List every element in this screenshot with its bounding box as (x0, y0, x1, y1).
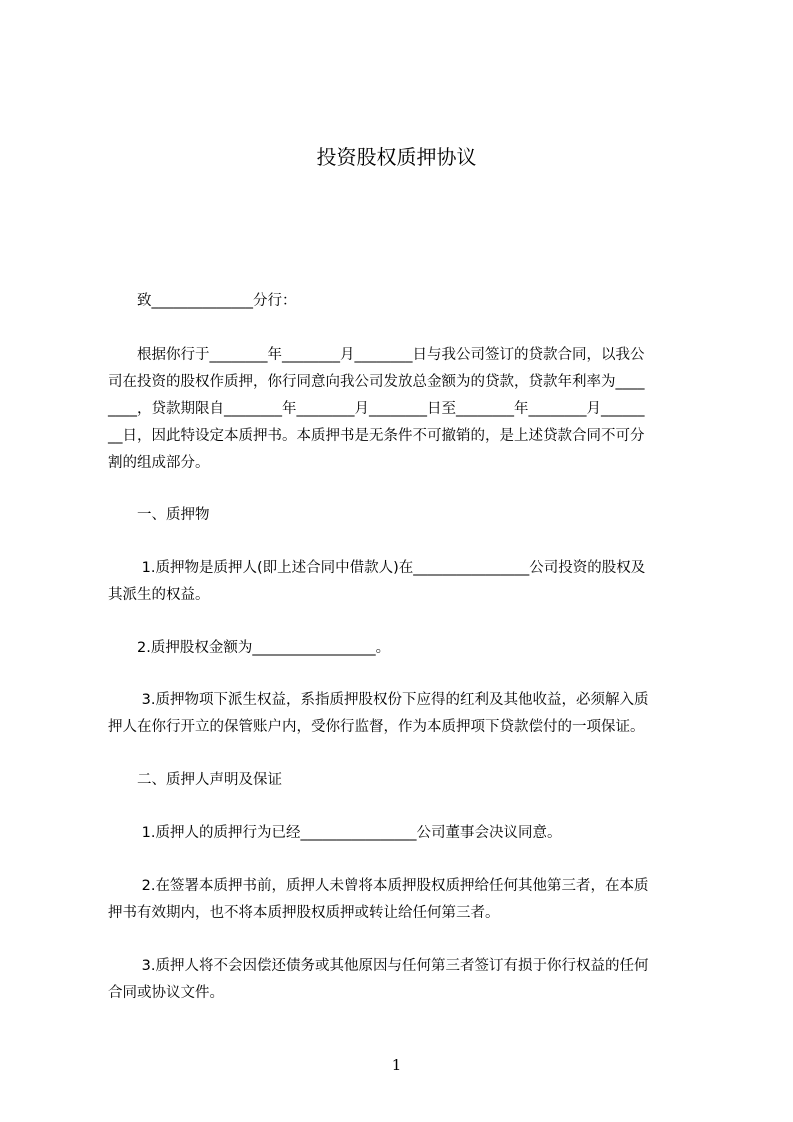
intro-line-5: 割的组成部分。 (108, 455, 210, 471)
intro-line-2: 司在投资的股权作质押，你行同意向我公司发放总金额为的贷款，贷款年利率为____ (108, 374, 645, 390)
section2-item2-line-2: 押书有效期内，也不将本质押股权质押或转让给任何第三者。 (108, 905, 500, 921)
section1-item2-line-1: 2.质押股权金额为_________________。 (108, 640, 391, 656)
section1-item3-line-1: 3.质押物项下派生权益，系指质押股权份下应得的红利及其他收益，必须解入质 (108, 692, 649, 708)
section2-item1-line-1: 1.质押人的质押行为已经________________公司董事会决议同意。 (108, 825, 562, 841)
addressee-line: 致______________分行： (108, 293, 297, 309)
intro-line-1: 根据你行于________年________月________日与我公司签订的贷款合同，以我公 (108, 347, 645, 363)
section1-heading: 一、质押物 (108, 507, 210, 523)
section1-item3-line-2: 押人在你行开立的保管账户内，受你行监督，作为本质押项下贷款偿付的一项保证。 (108, 719, 645, 735)
intro-line-4: __日，因此特设定本质押书。本质押书是无条件不可撤销的，是上述贷款合同不可分 (108, 428, 645, 444)
document-title: 投资股权质押协议 (316, 145, 477, 169)
section1-item1-line-2: 其派生的权益。 (108, 587, 210, 603)
section2-item3-line-2: 合同或协议文件。 (108, 985, 224, 1001)
section2-item2-line-1: 2.在签署本质押书前，质押人未曾将本质押股权质押给任何其他第三者，在本质 (108, 878, 649, 894)
intro-line-3: ____，贷款期限自________年________月________日至________年________月______ (108, 401, 645, 417)
section2-heading: 二、质押人声明及保证 (108, 772, 282, 788)
section2-item3-line-1: 3.质押人将不会因偿还债务或其他原因与任何第三者签订有损于你行权益的任何 (108, 958, 649, 974)
section1-item1-line-1: 1.质押物是质押人(即上述合同中借款人)在________________公司投资的股权及 (108, 560, 646, 576)
page-number: 1 (391, 1056, 402, 1074)
